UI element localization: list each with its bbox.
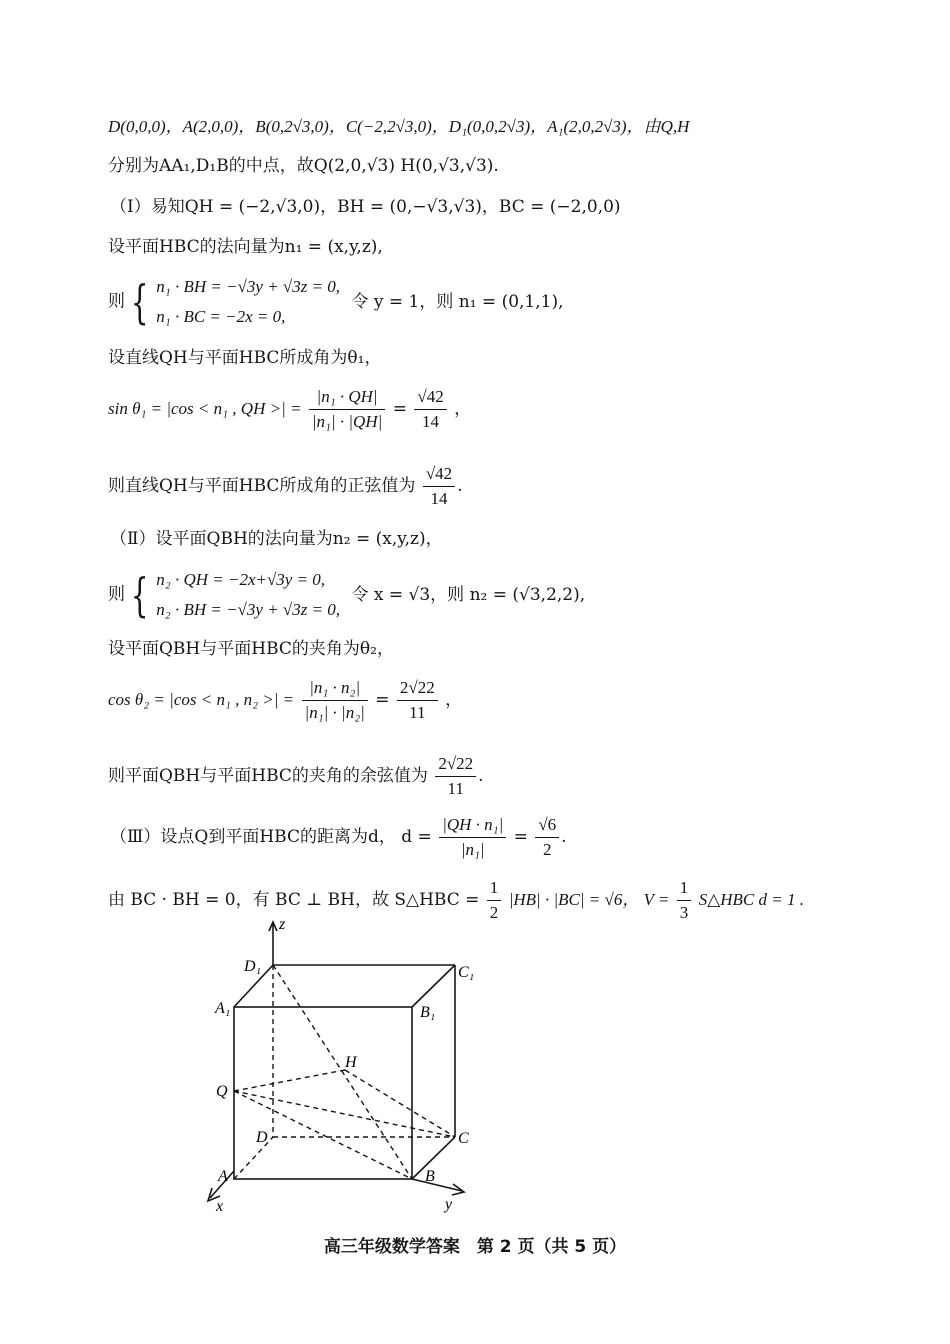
label-c: C bbox=[458, 1130, 469, 1147]
sin-conclusion: 则直线QH与平面HBC所成角的正弦值为 $\frac{√42}{14}$ . bbox=[108, 464, 463, 508]
label-b1: B₁ bbox=[420, 1004, 436, 1021]
segment-d1b bbox=[273, 965, 412, 1179]
cuboid-figure bbox=[200, 915, 480, 1220]
label-a: A bbox=[218, 1168, 228, 1185]
label-z: z bbox=[279, 916, 286, 933]
normal-vector-1-line: 设平面HBC的法向量为n₁ = (x,y,z), bbox=[108, 237, 383, 257]
system-2: 则 { n₂ · QH = −2x+√3y = 0, n₂ · BH = −√3y + √3z = 0, 令 x = √3，则 n₂ = (√3,2,2), bbox=[108, 568, 586, 622]
label-d1: D₁ bbox=[244, 958, 262, 975]
label-h: H bbox=[345, 1054, 357, 1071]
midpoints-line: 分别为AA₁,D₁B的中点，故Q(2,0,√3) H(0,√3,√3). bbox=[108, 156, 499, 176]
label-x: x bbox=[216, 1198, 224, 1215]
sin-theta1-formula: sin θ₁ = |cos < n₁ , QH >| = $\frac{\text{|n₁ · QH|}}{\text{|n₁| · |QH|}}$ = $\frac{√42}{14}$ ， bbox=[108, 385, 471, 434]
distance-formula: （Ⅲ）设点Q到平面HBC的距离为d， d = $\frac{\text{|QH · n₁|}}{\text{|n₁|}}$ = $\frac{√6}{2}$ . bbox=[110, 815, 567, 859]
label-a1: A₁ bbox=[215, 1000, 231, 1017]
part2-normal-line: （Ⅱ）设平面QBH的法向量为n₂ = (x,y,z)， bbox=[110, 529, 443, 549]
cos-theta2-formula: cos θ₂ = |cos < n₁ , n₂ >| = $\frac{\text{|n₁ · n₂|}}{\text{|n₁| · |n₂|}}$ = $\frac{2√22}{11}$ ， bbox=[108, 678, 463, 722]
page-footer: 高三年级数学答案 第 2 页（共 5 页） bbox=[323, 1237, 627, 1257]
volume-formula: 由 BC · BH = 0，有 BC ⊥ BH，故 S△HBC = $\frac{1}{2}$ |HB| · |BC| = √6， V = $\frac{1}{3}$ S△HBC d = 1 . bbox=[108, 878, 804, 922]
system-1: 则 { n₁ · BH = −√3y + √3z = 0, n₁ · BC = −2x = 0, 令 y = 1，则 n₁ = (0,1,1), bbox=[108, 275, 564, 329]
coordinates-line: D(0,0,0)，A(2,0,0)，B(0,2√3,0)，C(−2,2√3,0)，D₁(0,0,2√3)，A₁(2,0,2√3)，由Q,H bbox=[108, 117, 690, 136]
angle-theta2-line: 设平面QBH与平面HBC的夹角为θ₂， bbox=[108, 639, 394, 659]
angle-theta1-line: 设直线QH与平面HBC所成角为θ₁， bbox=[108, 348, 382, 368]
label-q: Q bbox=[216, 1083, 228, 1100]
label-y: y bbox=[445, 1196, 453, 1213]
segment-hc bbox=[345, 1070, 455, 1137]
label-b: B bbox=[425, 1168, 435, 1185]
label-d: D bbox=[256, 1129, 268, 1146]
front-face bbox=[234, 1007, 412, 1179]
part1-vectors-line: （Ⅰ）易知QH = (−2,√3,0)，BH = (0,−√3,√3)，BC = (−2,0,0) bbox=[110, 197, 621, 217]
label-c1: C₁ bbox=[458, 964, 475, 981]
segment-qh bbox=[234, 1070, 345, 1091]
sin-fraction: $\frac{\text{|n₁ · QH|}}{\text{|n₁| · |QH|}}$ bbox=[309, 385, 385, 434]
sin-value-fraction: $\frac{√42}{14}$ bbox=[414, 385, 446, 434]
cos-conclusion: 则平面QBH与平面HBC的夹角的余弦值为 $\frac{2√22}{11}$ . bbox=[108, 754, 484, 798]
